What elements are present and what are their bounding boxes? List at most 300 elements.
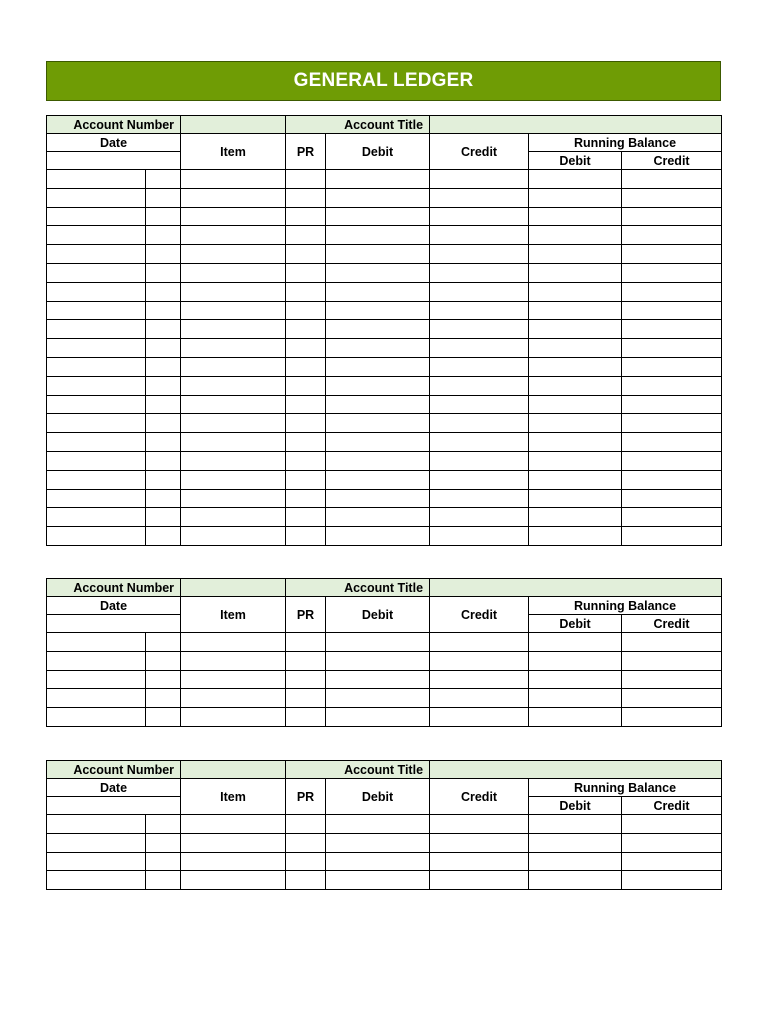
account-title-field[interactable] — [430, 579, 722, 597]
item-cell[interactable] — [181, 433, 286, 452]
credit-cell[interactable] — [430, 670, 529, 689]
table-row — [47, 320, 722, 339]
balance-credit-cell[interactable] — [622, 170, 722, 189]
debit-cell[interactable] — [326, 689, 430, 708]
table-row — [47, 357, 722, 376]
table-row — [47, 815, 722, 834]
item-cell[interactable] — [181, 489, 286, 508]
pr-cell[interactable] — [286, 527, 326, 546]
credit-cell[interactable] — [430, 633, 529, 652]
account-number-field[interactable] — [181, 116, 286, 134]
date-month-cell[interactable] — [47, 815, 146, 834]
pr-cell[interactable] — [286, 357, 326, 376]
pr-cell[interactable] — [286, 508, 326, 527]
date-month-cell[interactable] — [47, 451, 146, 470]
date-day-cell[interactable] — [146, 188, 181, 207]
balance-debit-cell[interactable] — [529, 207, 622, 226]
running-balance-debit-header: Debit — [529, 615, 622, 633]
credit-cell[interactable] — [430, 833, 529, 852]
column-header-row — [47, 779, 722, 797]
pr-cell[interactable] — [286, 320, 326, 339]
credit-cell[interactable] — [430, 689, 529, 708]
balance-debit-cell[interactable] — [529, 670, 622, 689]
credit-header: Credit — [430, 597, 529, 633]
date-day-cell[interactable] — [146, 357, 181, 376]
item-cell[interactable] — [181, 339, 286, 358]
balance-debit-cell[interactable] — [529, 852, 622, 871]
ledger-table — [46, 115, 722, 546]
date-day-cell[interactable] — [146, 433, 181, 452]
balance-debit-cell[interactable] — [529, 376, 622, 395]
table-row — [47, 527, 722, 546]
date-month-cell[interactable] — [47, 357, 146, 376]
item-cell[interactable] — [181, 871, 286, 890]
balance-debit-cell[interactable] — [529, 433, 622, 452]
date-day-cell[interactable] — [146, 527, 181, 546]
balance-credit-cell[interactable] — [622, 815, 722, 834]
debit-cell[interactable] — [326, 170, 430, 189]
debit-cell[interactable] — [326, 207, 430, 226]
balance-credit-cell[interactable] — [622, 670, 722, 689]
balance-debit-cell[interactable] — [529, 188, 622, 207]
pr-cell[interactable] — [286, 282, 326, 301]
balance-credit-cell[interactable] — [622, 689, 722, 708]
date-month-cell[interactable] — [47, 708, 146, 727]
table-row — [47, 708, 722, 727]
balance-credit-cell[interactable] — [622, 395, 722, 414]
pr-cell[interactable] — [286, 852, 326, 871]
debit-cell[interactable] — [326, 670, 430, 689]
debit-cell[interactable] — [326, 414, 430, 433]
debit-cell[interactable] — [326, 871, 430, 890]
running-balance-credit-header: Credit — [622, 615, 722, 633]
account-title-field[interactable] — [430, 116, 722, 134]
pr-cell[interactable] — [286, 651, 326, 670]
table-row — [47, 633, 722, 652]
ledger-table — [46, 760, 722, 890]
date-day-cell[interactable] — [146, 871, 181, 890]
credit-cell[interactable] — [430, 489, 529, 508]
credit-cell[interactable] — [430, 301, 529, 320]
balance-credit-cell[interactable] — [622, 339, 722, 358]
account-number-label: Account Number — [47, 579, 181, 597]
balance-credit-cell[interactable] — [622, 489, 722, 508]
date-month-cell[interactable] — [47, 670, 146, 689]
debit-cell[interactable] — [326, 833, 430, 852]
table-row — [47, 833, 722, 852]
balance-debit-cell[interactable] — [529, 527, 622, 546]
item-cell[interactable] — [181, 833, 286, 852]
balance-credit-cell[interactable] — [622, 852, 722, 871]
date-day-cell[interactable] — [146, 395, 181, 414]
credit-cell[interactable] — [430, 451, 529, 470]
debit-cell[interactable] — [326, 815, 430, 834]
credit-cell[interactable] — [430, 263, 529, 282]
date-day-cell[interactable] — [146, 339, 181, 358]
date-month-cell[interactable] — [47, 282, 146, 301]
item-cell[interactable] — [181, 170, 286, 189]
pr-cell[interactable] — [286, 833, 326, 852]
balance-debit-cell[interactable] — [529, 489, 622, 508]
table-row — [47, 207, 722, 226]
date-month-cell[interactable] — [47, 207, 146, 226]
date-day-cell[interactable] — [146, 451, 181, 470]
date-month-cell[interactable] — [47, 633, 146, 652]
table-row — [47, 489, 722, 508]
pr-cell[interactable] — [286, 433, 326, 452]
credit-cell[interactable] — [430, 433, 529, 452]
debit-header: Debit — [326, 779, 430, 815]
balance-credit-cell[interactable] — [622, 282, 722, 301]
balance-credit-cell[interactable] — [622, 508, 722, 527]
balance-debit-cell[interactable] — [529, 470, 622, 489]
pr-cell[interactable] — [286, 170, 326, 189]
item-cell[interactable] — [181, 226, 286, 245]
account-number-label: Account Number — [47, 761, 181, 779]
date-month-cell[interactable] — [47, 433, 146, 452]
balance-debit-cell[interactable] — [529, 633, 622, 652]
credit-cell[interactable] — [430, 815, 529, 834]
item-cell[interactable] — [181, 188, 286, 207]
pr-header: PR — [286, 134, 326, 170]
date-day-cell[interactable] — [146, 245, 181, 264]
debit-cell[interactable] — [326, 339, 430, 358]
date-month-cell[interactable] — [47, 226, 146, 245]
balance-credit-cell[interactable] — [622, 207, 722, 226]
table-row — [47, 451, 722, 470]
item-header: Item — [181, 134, 286, 170]
date-day-cell[interactable] — [146, 170, 181, 189]
balance-credit-cell[interactable] — [622, 301, 722, 320]
date-day-cell[interactable] — [146, 207, 181, 226]
balance-credit-cell[interactable] — [622, 188, 722, 207]
balance-debit-cell[interactable] — [529, 357, 622, 376]
account-title-label: Account Title — [286, 579, 430, 597]
date-month-cell[interactable] — [47, 414, 146, 433]
date-month-cell[interactable] — [47, 320, 146, 339]
column-header-row — [47, 597, 722, 615]
account-header-row — [47, 761, 722, 779]
pr-cell[interactable] — [286, 470, 326, 489]
balance-credit-cell[interactable] — [622, 263, 722, 282]
debit-cell[interactable] — [326, 188, 430, 207]
balance-debit-cell[interactable] — [529, 245, 622, 264]
date-day-cell[interactable] — [146, 689, 181, 708]
date-subheader — [47, 615, 181, 633]
item-cell[interactable] — [181, 670, 286, 689]
table-row — [47, 188, 722, 207]
table-row — [47, 282, 722, 301]
item-cell[interactable] — [181, 651, 286, 670]
item-cell[interactable] — [181, 207, 286, 226]
item-cell[interactable] — [181, 633, 286, 652]
date-day-cell[interactable] — [146, 633, 181, 652]
balance-credit-cell[interactable] — [622, 451, 722, 470]
debit-cell[interactable] — [326, 852, 430, 871]
account-title-label: Account Title — [286, 761, 430, 779]
date-month-cell[interactable] — [47, 301, 146, 320]
balance-debit-cell[interactable] — [529, 320, 622, 339]
table-row — [47, 871, 722, 890]
item-cell[interactable] — [181, 282, 286, 301]
debit-cell[interactable] — [326, 633, 430, 652]
pr-cell[interactable] — [286, 670, 326, 689]
balance-credit-cell[interactable] — [622, 833, 722, 852]
pr-cell[interactable] — [286, 451, 326, 470]
date-day-cell[interactable] — [146, 815, 181, 834]
date-day-cell[interactable] — [146, 852, 181, 871]
pr-cell[interactable] — [286, 633, 326, 652]
balance-debit-cell[interactable] — [529, 451, 622, 470]
balance-credit-cell[interactable] — [622, 357, 722, 376]
balance-credit-cell[interactable] — [622, 651, 722, 670]
date-day-cell[interactable] — [146, 508, 181, 527]
table-row — [47, 376, 722, 395]
balance-credit-cell[interactable] — [622, 871, 722, 890]
balance-debit-cell[interactable] — [529, 263, 622, 282]
date-month-cell[interactable] — [47, 395, 146, 414]
balance-debit-cell[interactable] — [529, 226, 622, 245]
item-cell[interactable] — [181, 395, 286, 414]
credit-cell[interactable] — [430, 508, 529, 527]
pr-cell[interactable] — [286, 395, 326, 414]
date-month-cell[interactable] — [47, 689, 146, 708]
item-header: Item — [181, 597, 286, 633]
pr-cell[interactable] — [286, 263, 326, 282]
debit-header: Debit — [326, 134, 430, 170]
table-row — [47, 651, 722, 670]
date-header: Date — [47, 134, 181, 152]
table-row — [47, 470, 722, 489]
balance-credit-cell[interactable] — [622, 633, 722, 652]
running-balance-credit-header: Credit — [622, 797, 722, 815]
table-row — [47, 508, 722, 527]
balance-credit-cell[interactable] — [622, 376, 722, 395]
item-cell[interactable] — [181, 451, 286, 470]
credit-cell[interactable] — [430, 395, 529, 414]
date-header: Date — [47, 597, 181, 615]
debit-cell[interactable] — [326, 489, 430, 508]
account-header-row — [47, 116, 722, 134]
balance-debit-cell[interactable] — [529, 301, 622, 320]
balance-debit-cell[interactable] — [529, 833, 622, 852]
balance-credit-cell[interactable] — [622, 470, 722, 489]
date-subheader — [47, 152, 181, 170]
balance-debit-cell[interactable] — [529, 651, 622, 670]
date-day-cell[interactable] — [146, 489, 181, 508]
pr-cell[interactable] — [286, 207, 326, 226]
table-row — [47, 170, 722, 189]
balance-credit-cell[interactable] — [622, 708, 722, 727]
table-row — [47, 852, 722, 871]
balance-credit-cell[interactable] — [622, 414, 722, 433]
item-cell[interactable] — [181, 320, 286, 339]
credit-cell[interactable] — [430, 376, 529, 395]
date-day-cell[interactable] — [146, 320, 181, 339]
page-title: GENERAL LEDGER — [293, 70, 474, 91]
date-day-cell[interactable] — [146, 226, 181, 245]
debit-cell[interactable] — [326, 376, 430, 395]
pr-cell[interactable] — [286, 339, 326, 358]
date-month-cell[interactable] — [47, 376, 146, 395]
balance-debit-cell[interactable] — [529, 339, 622, 358]
item-cell[interactable] — [181, 357, 286, 376]
item-cell[interactable] — [181, 852, 286, 871]
debit-cell[interactable] — [326, 470, 430, 489]
date-header: Date — [47, 779, 181, 797]
date-month-cell[interactable] — [47, 245, 146, 264]
running-balance-debit-header: Debit — [529, 797, 622, 815]
account-number-field[interactable] — [181, 761, 286, 779]
account-title-field[interactable] — [430, 761, 722, 779]
table-row — [47, 433, 722, 452]
credit-cell[interactable] — [430, 871, 529, 890]
pr-cell[interactable] — [286, 815, 326, 834]
credit-cell[interactable] — [430, 226, 529, 245]
debit-cell[interactable] — [326, 320, 430, 339]
credit-cell[interactable] — [430, 339, 529, 358]
date-month-cell[interactable] — [47, 508, 146, 527]
pr-cell[interactable] — [286, 301, 326, 320]
table-row — [47, 226, 722, 245]
debit-cell[interactable] — [326, 651, 430, 670]
running-balance-debit-header: Debit — [529, 152, 622, 170]
debit-cell[interactable] — [326, 527, 430, 546]
debit-cell[interactable] — [326, 301, 430, 320]
balance-debit-cell[interactable] — [529, 708, 622, 727]
credit-cell[interactable] — [430, 651, 529, 670]
date-month-cell[interactable] — [47, 527, 146, 546]
table-row — [47, 395, 722, 414]
debit-cell[interactable] — [326, 508, 430, 527]
date-month-cell[interactable] — [47, 263, 146, 282]
balance-credit-cell[interactable] — [622, 245, 722, 264]
date-month-cell[interactable] — [47, 833, 146, 852]
pr-cell[interactable] — [286, 414, 326, 433]
debit-header: Debit — [326, 597, 430, 633]
date-day-cell[interactable] — [146, 651, 181, 670]
pr-cell[interactable] — [286, 489, 326, 508]
item-cell[interactable] — [181, 376, 286, 395]
credit-cell[interactable] — [430, 188, 529, 207]
credit-header: Credit — [430, 779, 529, 815]
item-cell[interactable] — [181, 508, 286, 527]
credit-cell[interactable] — [430, 527, 529, 546]
debit-cell[interactable] — [326, 226, 430, 245]
item-cell[interactable] — [181, 708, 286, 727]
pr-header: PR — [286, 597, 326, 633]
balance-debit-cell[interactable] — [529, 395, 622, 414]
credit-cell[interactable] — [430, 470, 529, 489]
item-cell[interactable] — [181, 263, 286, 282]
date-month-cell[interactable] — [47, 871, 146, 890]
balance-debit-cell[interactable] — [529, 689, 622, 708]
date-month-cell[interactable] — [47, 651, 146, 670]
date-day-cell[interactable] — [146, 833, 181, 852]
debit-cell[interactable] — [326, 263, 430, 282]
date-month-cell[interactable] — [47, 489, 146, 508]
date-subheader — [47, 797, 181, 815]
balance-credit-cell[interactable] — [622, 527, 722, 546]
date-day-cell[interactable] — [146, 282, 181, 301]
balance-credit-cell[interactable] — [622, 320, 722, 339]
date-day-cell[interactable] — [146, 376, 181, 395]
item-cell[interactable] — [181, 689, 286, 708]
item-cell[interactable] — [181, 470, 286, 489]
ledger-table — [46, 578, 722, 727]
pr-cell[interactable] — [286, 708, 326, 727]
account-number-field[interactable] — [181, 579, 286, 597]
item-cell[interactable] — [181, 245, 286, 264]
pr-cell[interactable] — [286, 871, 326, 890]
credit-cell[interactable] — [430, 708, 529, 727]
debit-cell[interactable] — [326, 395, 430, 414]
credit-cell[interactable] — [430, 320, 529, 339]
balance-credit-cell[interactable] — [622, 226, 722, 245]
pr-cell[interactable] — [286, 245, 326, 264]
account-title-label: Account Title — [286, 116, 430, 134]
account-header-row — [47, 579, 722, 597]
debit-cell[interactable] — [326, 357, 430, 376]
pr-header: PR — [286, 779, 326, 815]
item-header: Item — [181, 779, 286, 815]
balance-debit-cell[interactable] — [529, 815, 622, 834]
credit-cell[interactable] — [430, 245, 529, 264]
running-balance-header: Running Balance — [529, 597, 722, 615]
credit-cell[interactable] — [430, 170, 529, 189]
date-day-cell[interactable] — [146, 670, 181, 689]
debit-cell[interactable] — [326, 282, 430, 301]
date-day-cell[interactable] — [146, 708, 181, 727]
debit-cell[interactable] — [326, 451, 430, 470]
balance-debit-cell[interactable] — [529, 282, 622, 301]
item-cell[interactable] — [181, 414, 286, 433]
credit-cell[interactable] — [430, 207, 529, 226]
pr-cell[interactable] — [286, 188, 326, 207]
debit-cell[interactable] — [326, 433, 430, 452]
credit-cell[interactable] — [430, 282, 529, 301]
balance-debit-cell[interactable] — [529, 414, 622, 433]
balance-debit-cell[interactable] — [529, 508, 622, 527]
pr-cell[interactable] — [286, 226, 326, 245]
date-day-cell[interactable] — [146, 414, 181, 433]
pr-cell[interactable] — [286, 689, 326, 708]
date-month-cell[interactable] — [47, 188, 146, 207]
date-day-cell[interactable] — [146, 263, 181, 282]
debit-cell[interactable] — [326, 245, 430, 264]
date-month-cell[interactable] — [47, 170, 146, 189]
credit-cell[interactable] — [430, 414, 529, 433]
credit-cell[interactable] — [430, 357, 529, 376]
balance-debit-cell[interactable] — [529, 871, 622, 890]
balance-debit-cell[interactable] — [529, 170, 622, 189]
item-cell[interactable] — [181, 301, 286, 320]
credit-cell[interactable] — [430, 852, 529, 871]
pr-cell[interactable] — [286, 376, 326, 395]
debit-cell[interactable] — [326, 708, 430, 727]
item-cell[interactable] — [181, 815, 286, 834]
table-row — [47, 414, 722, 433]
date-day-cell[interactable] — [146, 301, 181, 320]
date-month-cell[interactable] — [47, 339, 146, 358]
date-month-cell[interactable] — [47, 470, 146, 489]
item-cell[interactable] — [181, 527, 286, 546]
table-row — [47, 301, 722, 320]
running-balance-header: Running Balance — [529, 779, 722, 797]
date-day-cell[interactable] — [146, 470, 181, 489]
balance-credit-cell[interactable] — [622, 433, 722, 452]
date-month-cell[interactable] — [47, 852, 146, 871]
